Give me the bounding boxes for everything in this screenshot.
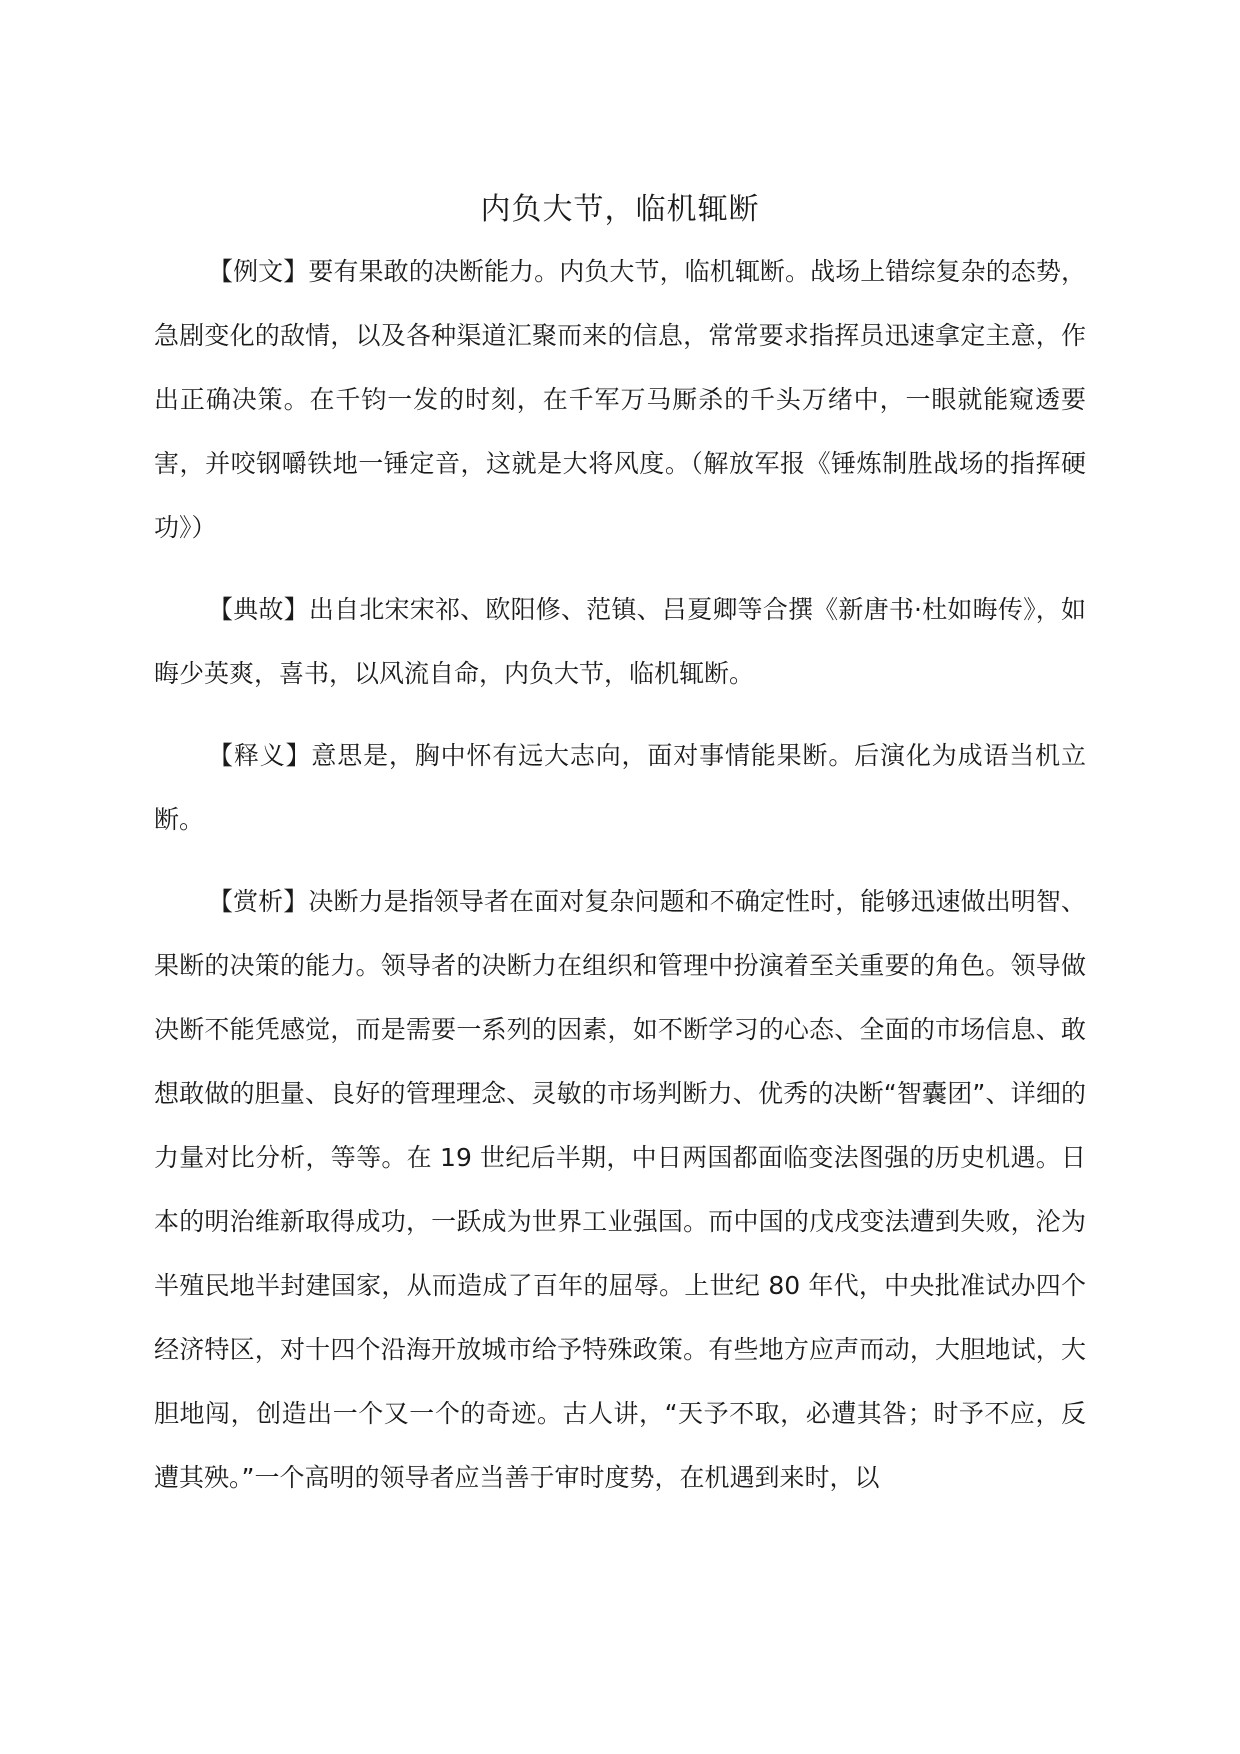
paragraph-label: 【赏析】 xyxy=(208,887,309,916)
document-title: 内负大节，临机辄断 xyxy=(480,192,760,227)
paragraph-allusion xyxy=(154,578,1086,706)
paragraph-text: 决断力是指领导者在面对复杂问题和不确定性时，能够迅速做出明智、果断的决策的能力。领导者的决断力在组织和管理中扮演着至关重要的角色。领导做决断不能凭感觉，而是需要一系列的因素，如不断学习的心态、全面的市场信息、敢想敢做的胆量、良好的管理理念、灵敏的市场判断力、优秀的决断“智囊团”、详细的力量对比分析，等等。在 19 世纪后半期，中日两国都面临变法图强的历史机遇。日本的明治维新取得成功，一跃成为世界工业强国。而中国的戊戌变法遭到失败，沦为半殖民地半封建国家，从而造成了百年的屈辱。上世纪 80 年代，中央批准试办四个经济特区，对十四个沿海开放城市给予特殊政策。有些地方应声而动，大胆地试，大胆地闯，创造出一个又一个的奇迹。古人讲，“天予不取，必遭其咎；时予不应，反遭其殃。”一个高明的领导者应当善于审时度势，在机遇到来时，以 xyxy=(154,887,1086,1492)
paragraph-label: 【典故】 xyxy=(208,595,309,624)
paragraph-appreciation xyxy=(154,870,1086,1510)
paragraph-text: 要有果敢的决断能力。内负大节，临机辄断。战场上错综复杂的态势，急剧变化的敌情，以及各种渠道汇聚而来的信息，常常要求指挥员迅速拿定主意，作出正确决策。在千钧一发的时刻，在千军万马厮杀的千头万绪中，一眼就能窥透要害，并咬钢嚼铁地一锤定音，这就是大将风度。（解放军报《锤炼制胜战场的指挥硬功》） xyxy=(154,257,1086,542)
paragraph-label: 【释义】 xyxy=(208,741,312,770)
document-body xyxy=(154,240,1086,1528)
paragraph-text: 出自北宋宋祁、欧阳修、范镇、吕夏卿等合撰《新唐书·杜如晦传》，如晦少英爽，喜书，以风流自命，内负大节，临机辄断。 xyxy=(154,595,1086,688)
paragraph-text: 意思是，胸中怀有远大志向，面对事情能果断。后演化为成语当机立断。 xyxy=(154,741,1086,834)
paragraph-label: 【例文】 xyxy=(208,257,309,286)
paragraph-meaning xyxy=(154,724,1086,852)
paragraph-example xyxy=(154,240,1086,560)
